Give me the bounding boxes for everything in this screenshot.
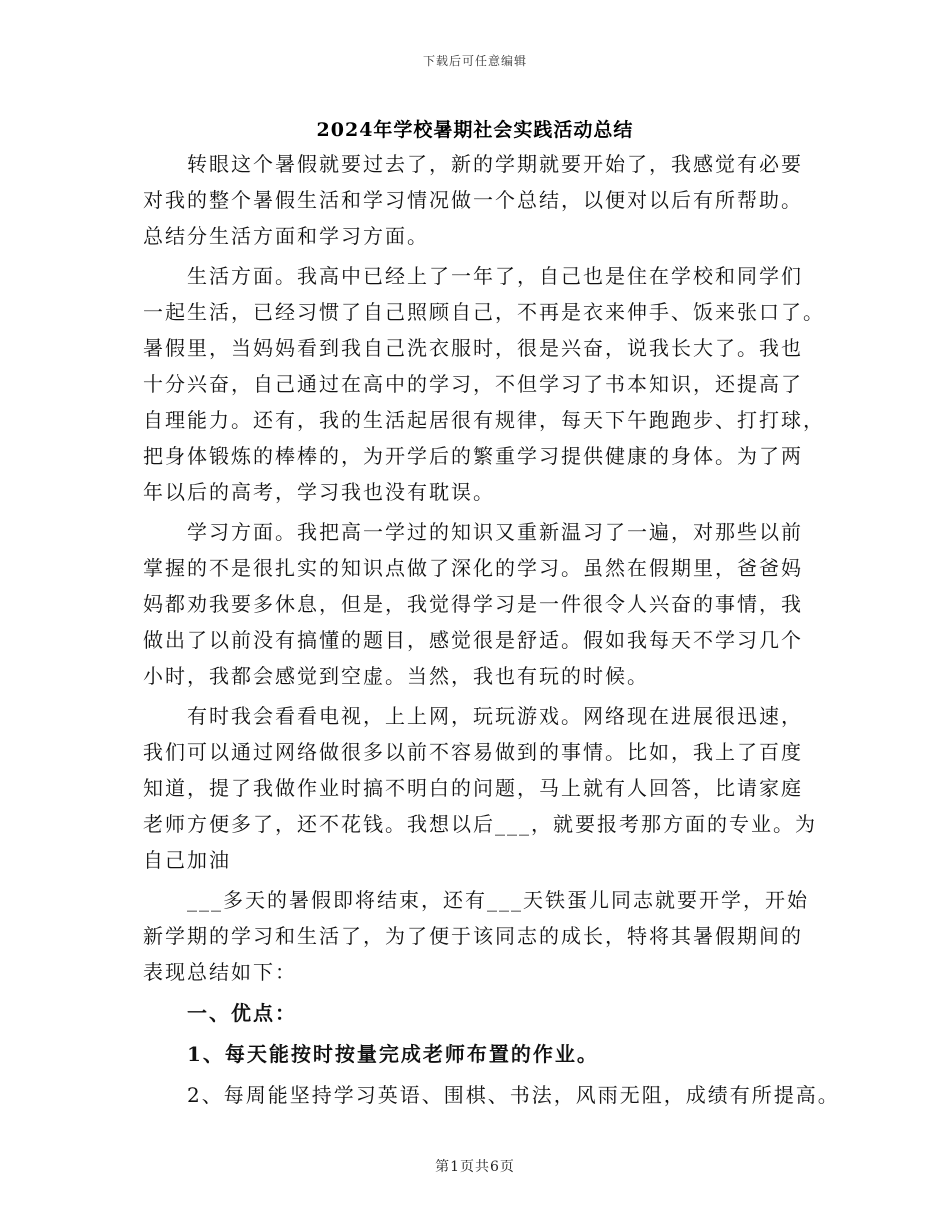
list-item: 1、每天能按时按量完成老师布置的作业。 <box>187 1042 599 1066</box>
text-line: 小时，我都会感觉到空虚。当然，我也有玩的时候。 <box>143 664 649 688</box>
text-line: 年以后的高考，学习我也没有耽误。 <box>143 480 495 504</box>
text-line: 十分兴奋，自己通过在高中的学习，不但学习了书本知识，还提高了 <box>143 372 803 396</box>
list-item: 2、每周能坚持学习英语、围棋、书法，风雨无阻，成绩有所提高。 <box>187 1083 840 1107</box>
text-line: 总结分生活方面和学习方面。 <box>143 224 429 248</box>
text-line: 老师方便多了，还不花钱。我想以后___，就要报考那方面的专业。为 <box>143 812 817 836</box>
document-body <box>143 146 843 1113</box>
document-title: 2024年学校暑期社会实践活动总结 <box>316 119 634 141</box>
text-line: 掌握的不是很扎实的知识点做了深化的学习。虽然在假期里，爸爸妈 <box>143 556 803 580</box>
text-line: 做出了以前没有搞懂的题目，感觉很是舒适。假如我每天不学习几个 <box>143 628 803 652</box>
text-line: 生活方面。我高中已经上了一年了，自己也是住在学校和同学们 <box>187 264 803 288</box>
text-line: 自己加油 <box>143 848 231 872</box>
header-note: 下载后可任意编辑 <box>422 54 527 68</box>
text-line: 把身体锻炼的棒棒的，为开学后的繁重学习提供健康的身体。为了两 <box>143 444 803 468</box>
page-number: 第1页共6页 <box>435 1159 515 1175</box>
text-line: 转眼这个暑假就要过去了，新的学期就要开始了，我感觉有必要 <box>187 152 803 176</box>
text-line: 知道，提了我做作业时搞不明白的问题，马上就有人回答，比请家庭 <box>143 776 803 800</box>
paragraph-study <box>143 514 843 694</box>
text-line: 对我的整个暑假生活和学习情况做一个总结，以便对以后有所帮助。 <box>143 188 803 212</box>
text-line: 有时我会看看电视，上上网，玩玩游戏。网络现在进展很迅速， <box>187 704 803 728</box>
text-line: 自理能力。还有，我的生活起居很有规律，每天下午跑跑步、打打球， <box>143 408 825 432</box>
text-line: 妈都劝我要多休息，但是，我觉得学习是一件很令人兴奋的事情，我 <box>143 592 803 616</box>
paragraph-summary-intro <box>143 882 843 990</box>
section-heading: 一、优点： <box>187 1001 297 1025</box>
paragraph-intro <box>143 146 843 254</box>
text-line: 表现总结如下： <box>143 960 297 984</box>
text-line: 新学期的学习和生活了，为了便于该同志的成长，特将其暑假期间的 <box>143 924 803 948</box>
text-line: 我们可以通过网络做很多以前不容易做到的事情。比如，我上了百度 <box>143 740 803 764</box>
text-line: 学习方面。我把高一学过的知识又重新温习了一遍，对那些以前 <box>187 520 803 544</box>
paragraph-life <box>143 258 843 510</box>
text-line: 一起生活，已经习惯了自己照顾自己，不再是衣来伸手、饭来张口了。 <box>143 300 825 324</box>
text-line: ___多天的暑假即将结束，还有___天铁蛋儿同志就要开学，开始 <box>187 888 809 912</box>
paragraph-leisure <box>143 698 843 878</box>
text-line: 暑假里，当妈妈看到我自己洗衣服时，很是兴奋，说我长大了。我也 <box>143 336 803 360</box>
